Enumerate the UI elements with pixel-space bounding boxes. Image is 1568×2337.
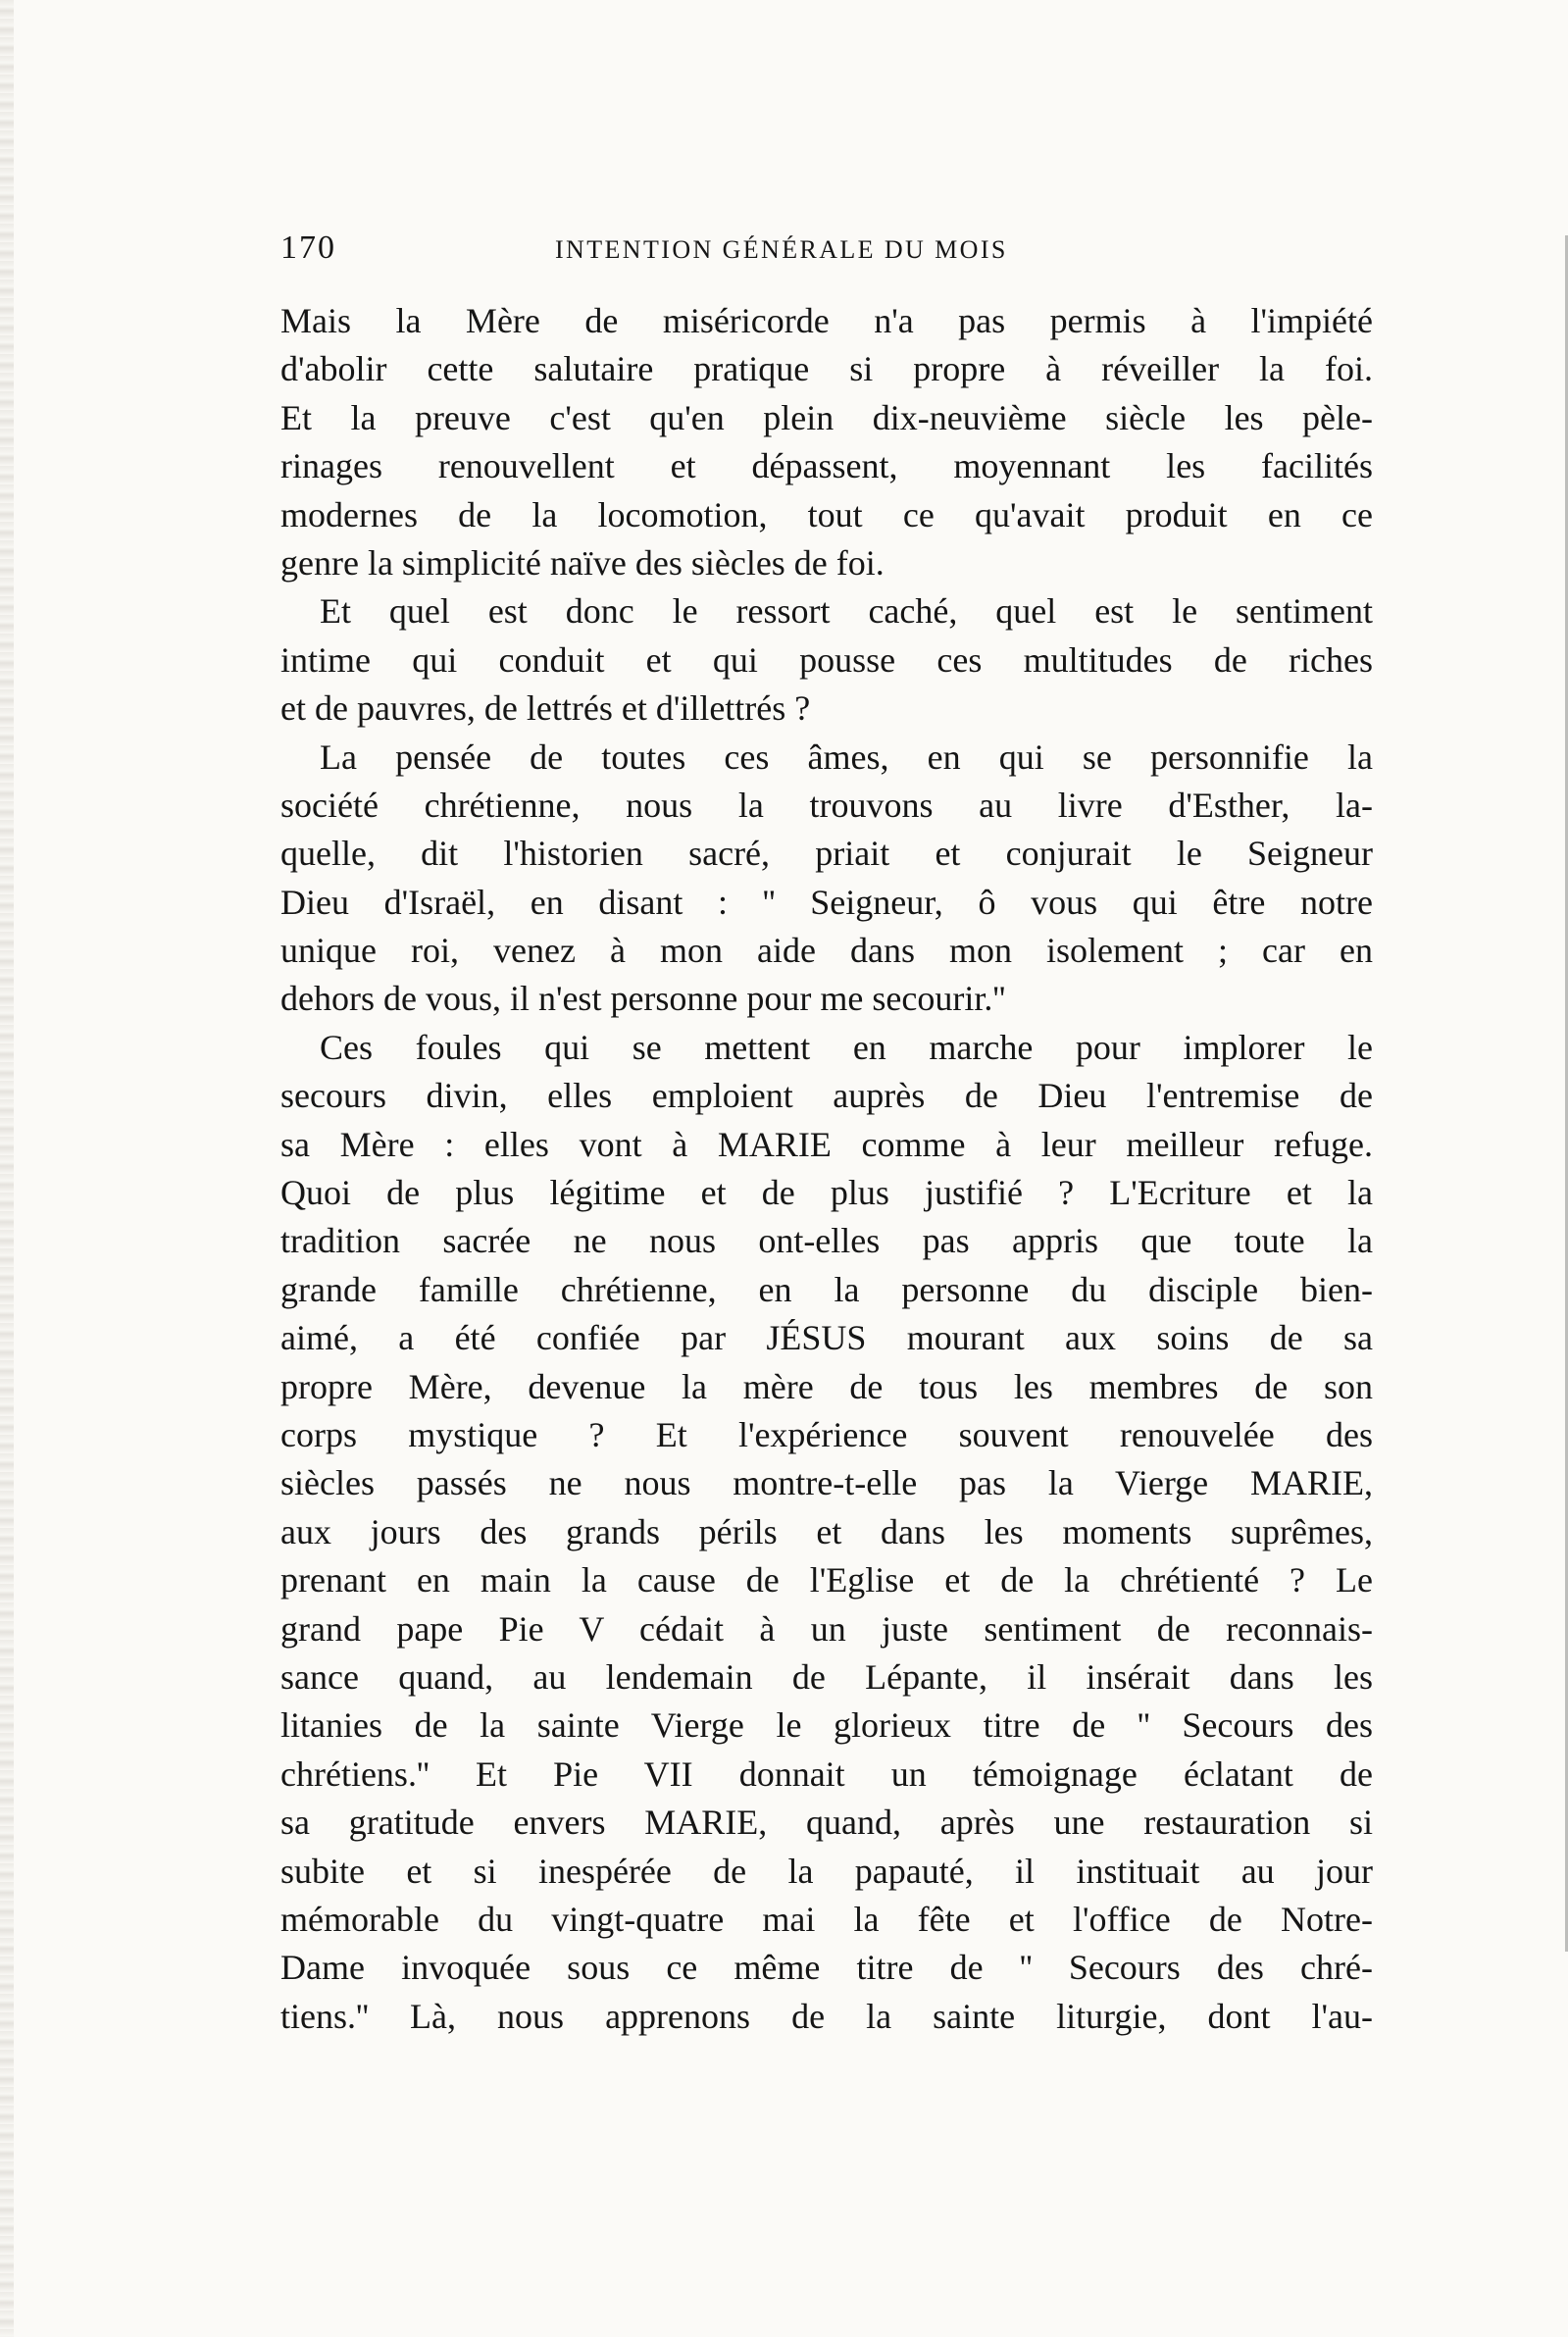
text-line: genre la simplicité naïve des siècles de foi.	[280, 542, 885, 583]
text-line: subite et si inespérée de la papauté, il instituait au jour	[280, 1851, 1373, 1891]
text-line: mémorable du vingt-quatre mai la fête et l'office de Notre-	[280, 1899, 1373, 1939]
text-line: Mais la Mère de miséricorde n'a pas permis à l'impiété	[280, 301, 1373, 340]
text-line: sa Mère : elles vont à MARIE comme à leur meilleur refuge.	[280, 1124, 1373, 1164]
text-line: dehors de vous, il n'est personne pour me secourir.''	[280, 979, 1006, 1019]
text-line: Ces foules qui se mettent en marche pour implorer le	[320, 1027, 1373, 1067]
text-line: grande famille chrétienne, en la personne du disciple bien-	[280, 1269, 1373, 1309]
page-number: 170	[280, 229, 336, 266]
text-line: tiens.'' Là, nous apprenons de la sainte liturgie, dont l'au-	[280, 1996, 1373, 2036]
page-header	[280, 229, 1251, 279]
text-line: modernes de la locomotion, tout ce qu'avait produit en ce	[280, 494, 1373, 534]
text-line: prenant en main la cause de l'Eglise et de la chrétienté ? Le	[280, 1560, 1373, 1600]
text-line: Et la preuve c'est qu'en plein dix-neuvième siècle les pèle-	[280, 397, 1373, 437]
text-line: chrétiens.'' Et Pie VII donnait un témoignage éclatant de	[280, 1753, 1373, 1794]
text-line: grand pape Pie V cédait à un juste sentiment de reconnais-	[280, 1608, 1373, 1649]
text-line: La pensée de toutes ces âmes, en qui se personnifie la	[320, 737, 1373, 777]
body-text	[280, 297, 1373, 2041]
text-line: intime qui conduit et qui pousse ces multitudes de riches	[280, 639, 1373, 680]
text-line: siècles passés ne nous montre-t-elle pas la Vierge MARIE,	[280, 1463, 1373, 1503]
text-line: corps mystique ? Et l'expérience souvent renouvelée des	[280, 1414, 1373, 1454]
text-line: sance quand, au lendemain de Lépante, il insérait dans les	[280, 1656, 1373, 1697]
text-line: quelle, dit l'historien sacré, priait et conjurait le Seigneur	[280, 834, 1373, 874]
text-line: tradition sacrée ne nous ont-elles pas appris que toute la	[280, 1221, 1373, 1261]
text-line: unique roi, venez à mon aide dans mon isolement ; car en	[280, 931, 1373, 971]
text-line: Quoi de plus légitime et de plus justifié ? L'Ecriture et la	[280, 1173, 1373, 1213]
text-line: aimé, a été confiée par JÉSUS mourant aux soins de sa	[280, 1318, 1373, 1358]
text-line: propre Mère, devenue la mère de tous les membres de son	[280, 1366, 1373, 1406]
text-line: secours divin, elles emploient auprès de Dieu l'entremise de	[280, 1076, 1373, 1116]
text-line: litanies de la sainte Vierge le glorieux titre de '' Secours des	[280, 1705, 1373, 1746]
text-line: et de pauvres, de lettrés et d'illettrés ?	[280, 688, 811, 729]
running-title: INTENTION GÉNÉRALE DU MOIS	[555, 235, 1008, 264]
text-line: aux jours des grands périls et dans les moments suprêmes,	[280, 1511, 1373, 1551]
text-line: sa gratitude envers MARIE, quand, après une restauration si	[280, 1803, 1373, 1843]
text-line: Dieu d'Israël, en disant : '' Seigneur, ô vous qui être notre	[280, 882, 1373, 922]
scan-edge	[0, 0, 14, 2337]
text-line: Et quel est donc le ressort caché, quel est le sentiment	[320, 591, 1373, 632]
text-line: société chrétienne, nous la trouvons au livre d'Esther, la-	[280, 785, 1373, 825]
text-line: d'abolir cette salutaire pratique si propre à réveiller la foi.	[280, 349, 1373, 389]
text-line: rinages renouvellent et dépassent, moyennant les facilités	[280, 446, 1373, 486]
text-line: Dame invoquée sous ce même titre de '' Secours des chré-	[280, 1948, 1373, 1988]
